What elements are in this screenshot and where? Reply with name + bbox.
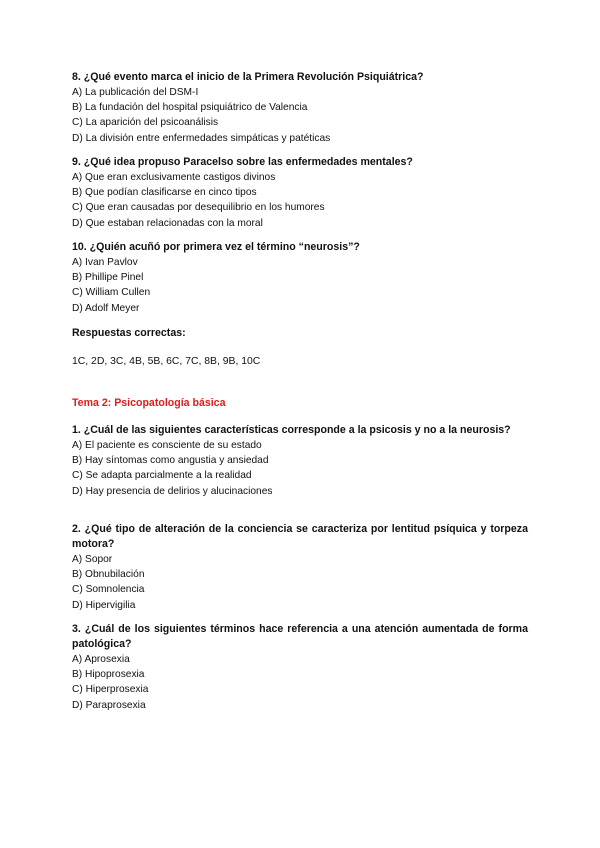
answer-option: C) Se adapta parcialmente a la realidad: [72, 470, 252, 482]
question-text: 1. ¿Cuál de las siguientes características corresponde a la psicosis y no a la neurosis?: [72, 424, 511, 436]
answers-block: [72, 326, 528, 341]
question-text: 9. ¿Qué idea propuso Paracelso sobre las enfermedades mentales?: [72, 156, 413, 168]
question-block: [72, 622, 528, 713]
answer-option: B) Que podían clasificarse en cinco tipos: [72, 187, 257, 199]
question-block: [72, 522, 528, 613]
answer-option: D) Hay presencia de delirios y alucinaciones: [72, 485, 273, 497]
question-block: [72, 155, 528, 231]
answer-option: C) Que eran causadas por desequilibrio en los humores: [72, 202, 325, 214]
answers-list: [72, 354, 528, 369]
answer-option: D) La división entre enfermedades simpáticas y patéticas: [72, 132, 331, 144]
answer-option: D) Hipervigilia: [72, 599, 136, 611]
question-text: 2. ¿Qué tipo de alteración de la conciencia se caracteriza por lentitud psíquica y torpeza motora?: [72, 523, 528, 550]
answer-option: A) Aprosexia: [72, 654, 130, 665]
answer-option: A) La publicación del DSM-I: [72, 87, 199, 98]
answer-option: C) Hiperprosexia: [72, 684, 149, 696]
answer-option: A) Ivan Pavlov: [72, 257, 138, 268]
answers-text: 1C, 2D, 3C, 4B, 5B, 6C, 7C, 8B, 9B, 10C: [72, 356, 261, 367]
question-block: [72, 240, 528, 316]
question-text: 3. ¿Cuál de los siguientes términos hace referencia a una atención aumentada de forma patológica?: [72, 623, 528, 650]
answer-option: B) Hay síntomas como angustia y ansiedad: [72, 455, 269, 467]
answer-option: B) La fundación del hospital psiquiátrico de Valencia: [72, 102, 308, 114]
question-block: [72, 70, 528, 146]
answer-option: B) Phillipe Pinel: [72, 272, 144, 284]
answer-option: A) Que eran exclusivamente castigos divinos: [72, 172, 276, 183]
answer-option: D) Paraprosexia: [72, 699, 146, 711]
answer-option: C) William Cullen: [72, 287, 151, 299]
answer-option: B) Obnubilación: [72, 569, 145, 581]
topic-title: Tema 2: Psicopatología básica: [72, 397, 226, 409]
section-heading: [72, 396, 528, 411]
answer-option: C) Somnolencia: [72, 584, 145, 596]
answer-option: D) Adolf Meyer: [72, 302, 140, 314]
answer-option: B) Hipoprosexia: [72, 669, 145, 681]
answer-option: D) Que estaban relacionadas con la moral: [72, 217, 263, 229]
question-text: 8. ¿Qué evento marca el inicio de la Primera Revolución Psiquiátrica?: [72, 71, 424, 83]
question-text: 10. ¿Quién acuñó por primera vez el término “neurosis”?: [72, 241, 360, 253]
question-block: [72, 423, 528, 499]
answer-option: C) La aparición del psicoanálisis: [72, 117, 219, 129]
answer-option: A) Sopor: [72, 554, 113, 565]
answers-heading: Respuestas correctas:: [72, 327, 186, 339]
answer-option: A) El paciente es consciente de su estado: [72, 440, 262, 451]
